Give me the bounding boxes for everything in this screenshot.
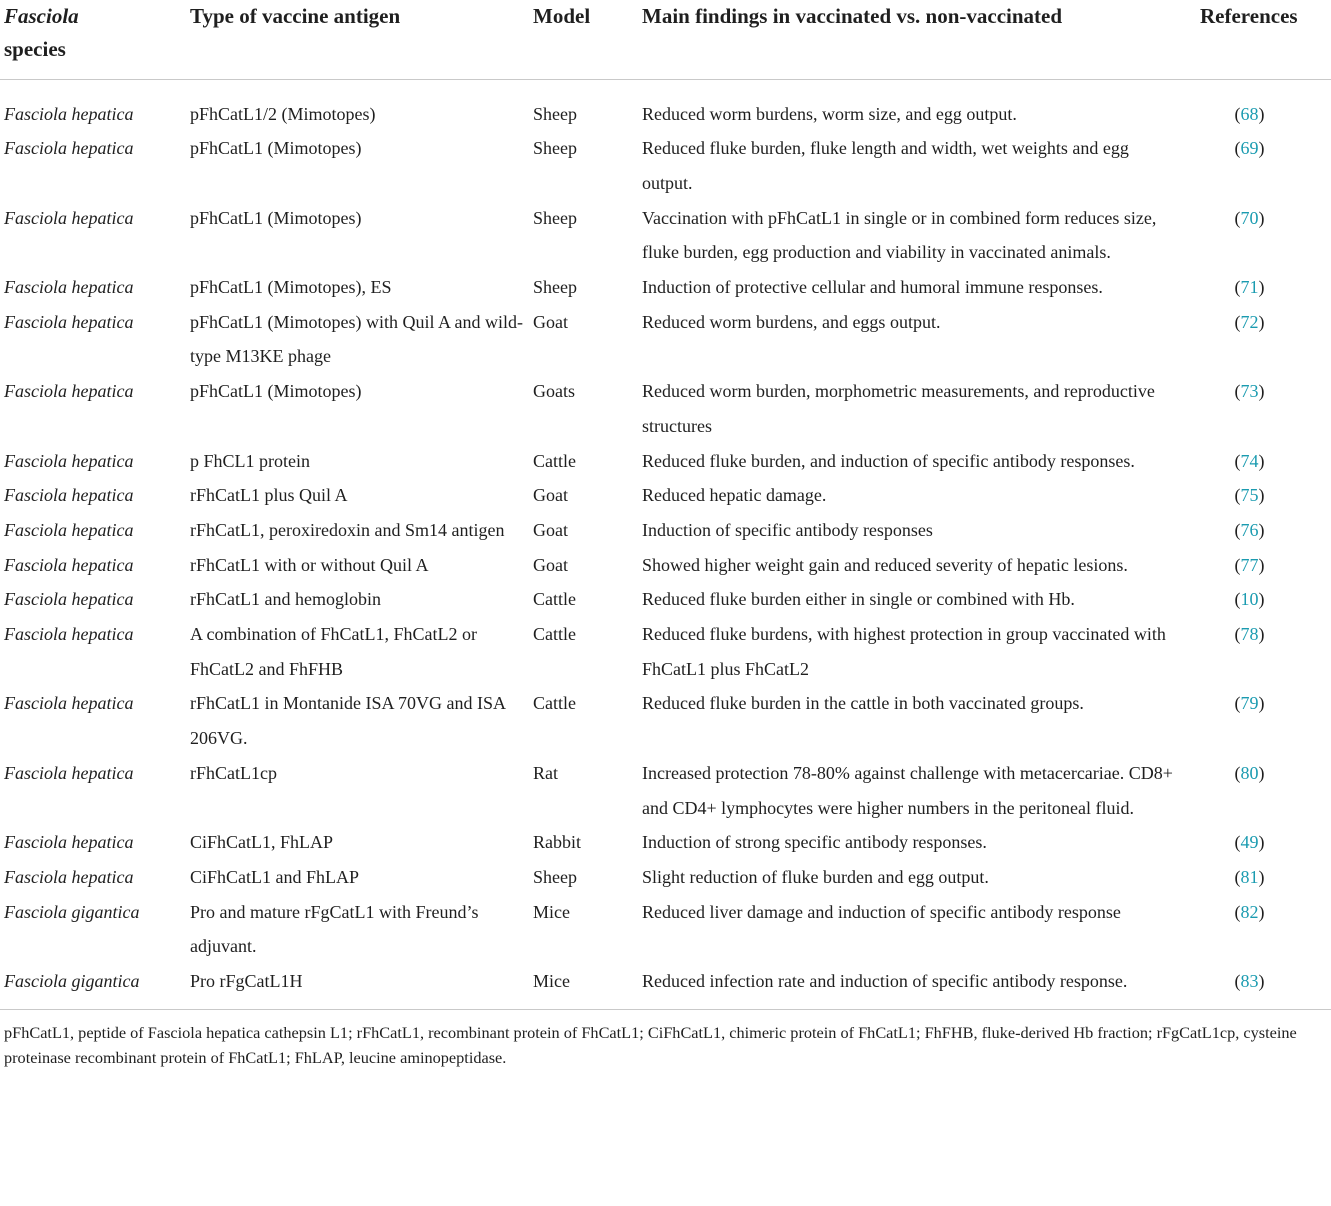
table-row [0, 756, 1331, 825]
model-cell: Mice [533, 901, 570, 922]
model-cell: Sheep [533, 866, 577, 887]
reference-link[interactable]: 69 [1240, 138, 1259, 159]
table-row [0, 617, 1331, 686]
model-cell: Sheep [533, 103, 577, 124]
species-cell: Fasciola hepatica [4, 381, 134, 402]
reference-cell [1178, 756, 1331, 825]
species-cell: Fasciola hepatica [4, 450, 134, 471]
species-cell: Fasciola hepatica [4, 138, 134, 159]
model-cell: Goat [533, 485, 568, 506]
reference-close-paren: ) [1258, 207, 1265, 228]
species-cell: Fasciola hepatica [4, 832, 134, 853]
species-cell: Fasciola hepatica [4, 485, 134, 506]
model-cell: Cattle [533, 624, 576, 645]
findings-cell: Reduced worm burdens, and eggs output. [642, 311, 941, 332]
header-species [0, 0, 186, 79]
reference-close-paren: ) [1258, 971, 1265, 992]
reference-cell [1178, 374, 1331, 443]
findings-cell: Reduced fluke burden, and induction of specific antibody responses. [642, 450, 1135, 471]
reference-close-paren: ) [1258, 277, 1265, 298]
model-cell: Sheep [533, 277, 577, 298]
species-cell: Fasciola hepatica [4, 762, 134, 783]
model-cell: Cattle [533, 450, 576, 471]
antigen-cell: rFhCatL1 with or without Quil A [190, 554, 429, 575]
reference-link[interactable]: 73 [1240, 381, 1259, 402]
findings-cell: Reduced liver damage and induction of specific antibody response [642, 901, 1121, 922]
species-cell: Fasciola hepatica [4, 103, 134, 124]
reference-cell [1178, 825, 1331, 860]
reference-link[interactable]: 70 [1240, 207, 1259, 228]
reference-cell [1178, 513, 1331, 548]
reference-close-paren: ) [1258, 519, 1265, 540]
table-row [0, 374, 1331, 443]
model-cell: Cattle [533, 693, 576, 714]
findings-cell: Reduced fluke burden in the cattle in both vaccinated groups. [642, 693, 1084, 714]
species-cell: Fasciola hepatica [4, 311, 134, 332]
table-row [0, 305, 1331, 374]
findings-cell: Reduced infection rate and induction of specific antibody response. [642, 971, 1128, 992]
antigen-cell: pFhCatL1/2 (Mimotopes) [190, 103, 376, 124]
species-cell: Fasciola hepatica [4, 519, 134, 540]
reference-link[interactable]: 78 [1240, 624, 1259, 645]
antigen-cell: A combination of FhCatL1, FhCatL2 or FhCatL2 and FhFHB [190, 624, 477, 679]
antigen-cell: rFhCatL1 in Montanide ISA 70VG and ISA 206VG. [190, 693, 505, 749]
reference-open-paren: ( [1234, 554, 1241, 575]
species-cell: Fasciola hepatica [4, 554, 134, 575]
table-row [0, 131, 1331, 200]
findings-cell: Induction of protective cellular and humoral immune responses. [642, 277, 1103, 298]
reference-link[interactable]: 10 [1240, 589, 1259, 610]
reference-cell [1178, 478, 1331, 513]
antigen-cell: rFhCatL1cp [190, 762, 277, 783]
reference-link[interactable]: 71 [1240, 277, 1259, 298]
reference-link[interactable]: 68 [1240, 103, 1259, 124]
species-cell: Fasciola hepatica [4, 866, 134, 887]
reference-close-paren: ) [1258, 901, 1265, 922]
reference-cell [1178, 79, 1331, 131]
reference-cell [1178, 860, 1331, 895]
table-row [0, 825, 1331, 860]
model-cell: Cattle [533, 589, 576, 610]
reference-close-paren: ) [1258, 311, 1265, 332]
reference-close-paren: ) [1258, 589, 1265, 610]
reference-cell [1178, 444, 1331, 479]
header-findings: Main findings in vaccinated vs. non-vaccinated [638, 0, 1178, 79]
findings-cell: Reduced worm burdens, worm size, and egg output. [642, 103, 1017, 124]
reference-open-paren: ( [1234, 381, 1241, 402]
antigen-cell: pFhCatL1 (Mimotopes) [190, 138, 362, 159]
findings-cell: Induction of strong specific antibody responses. [642, 832, 987, 853]
species-cell: Fasciola hepatica [4, 589, 134, 610]
antigen-cell: p FhCL1 protein [190, 450, 310, 471]
reference-open-paren: ( [1234, 624, 1241, 645]
reference-link[interactable]: 83 [1240, 971, 1259, 992]
reference-link[interactable]: 49 [1240, 832, 1259, 853]
header-antigen: Type of vaccine antigen [186, 0, 529, 79]
reference-close-paren: ) [1258, 103, 1265, 124]
antigen-cell: rFhCatL1 plus Quil A [190, 485, 348, 506]
header-row [0, 0, 1331, 79]
findings-cell: Reduced hepatic damage. [642, 485, 827, 506]
antigen-cell: rFhCatL1, peroxiredoxin and Sm14 antigen [190, 519, 505, 540]
antigen-cell: pFhCatL1 (Mimotopes) with Quil A and wild-type M13KE phage [190, 311, 523, 367]
reference-open-paren: ( [1234, 832, 1241, 853]
table-row [0, 964, 1331, 1009]
reference-link[interactable]: 72 [1240, 311, 1259, 332]
reference-link[interactable]: 80 [1240, 762, 1259, 783]
reference-cell [1178, 131, 1331, 200]
reference-close-paren: ) [1258, 554, 1265, 575]
model-cell: Sheep [533, 207, 577, 228]
reference-open-paren: ( [1234, 519, 1241, 540]
table-row [0, 513, 1331, 548]
reference-open-paren: ( [1234, 103, 1241, 124]
reference-cell [1178, 582, 1331, 617]
reference-open-paren: ( [1234, 311, 1241, 332]
reference-close-paren: ) [1258, 693, 1265, 714]
species-cell: Fasciola hepatica [4, 207, 134, 228]
species-cell: Fasciola hepatica [4, 277, 134, 298]
species-cell: Fasciola hepatica [4, 624, 134, 645]
antigen-cell: pFhCatL1 (Mimotopes), ES [190, 277, 392, 298]
reference-open-paren: ( [1234, 589, 1241, 610]
reference-open-paren: ( [1234, 866, 1241, 887]
header-references: References [1178, 0, 1331, 79]
model-cell: Goat [533, 554, 568, 575]
reference-open-paren: ( [1234, 207, 1241, 228]
table-body [0, 79, 1331, 1009]
reference-link[interactable]: 79 [1240, 693, 1259, 714]
table-footnote: pFhCatL1, peptide of Fasciola hepatica cathepsin L1; rFhCatL1, recombinant protein of FhCatL1; CiFhCatL1, chimeric protein of FhCatL1; FhFHB, fluke-derived Hb fraction; rFgCatL1cp, cysteine proteinase recombinant protein of FhCatL1; FhLAP, leucine aminopeptidase. [0, 1009, 1331, 1070]
antigen-cell: pFhCatL1 (Mimotopes) [190, 381, 362, 402]
reference-open-paren: ( [1234, 971, 1241, 992]
reference-close-paren: ) [1258, 138, 1265, 159]
findings-cell: Showed higher weight gain and reduced severity of hepatic lesions. [642, 554, 1128, 575]
reference-open-paren: ( [1234, 693, 1241, 714]
reference-close-paren: ) [1258, 485, 1265, 506]
antigen-cell: pFhCatL1 (Mimotopes) [190, 207, 362, 228]
findings-cell: Reduced fluke burden either in single or combined with Hb. [642, 589, 1075, 610]
table-row [0, 270, 1331, 305]
antigen-cell: rFhCatL1 and hemoglobin [190, 589, 381, 610]
model-cell: Goats [533, 381, 575, 402]
reference-open-paren: ( [1234, 762, 1241, 783]
model-cell: Sheep [533, 138, 577, 159]
reference-cell [1178, 964, 1331, 1009]
reference-link[interactable]: 75 [1240, 485, 1259, 506]
findings-cell: Reduced worm burden, morphometric measurements, and reproductive structures [642, 381, 1155, 436]
findings-cell: Increased protection 78-80% against challenge with metacercariae. CD8+ and CD4+ lymphocytes were higher numbers in the peritoneal fluid. [642, 762, 1173, 818]
reference-cell [1178, 270, 1331, 305]
table-row [0, 686, 1331, 755]
model-cell: Goat [533, 519, 568, 540]
reference-cell [1178, 305, 1331, 374]
reference-link[interactable]: 76 [1240, 519, 1259, 540]
reference-close-paren: ) [1258, 450, 1265, 471]
reference-open-paren: ( [1234, 485, 1241, 506]
species-cell: Fasciola gigantica [4, 971, 140, 992]
model-cell: Mice [533, 971, 570, 992]
reference-cell [1178, 617, 1331, 686]
reference-cell [1178, 201, 1331, 270]
antigen-cell: Pro rFgCatL1H [190, 971, 303, 992]
table-row [0, 860, 1331, 895]
table-row [0, 444, 1331, 479]
model-cell: Rat [533, 762, 558, 783]
species-cell: Fasciola hepatica [4, 693, 134, 714]
table-row [0, 895, 1331, 964]
reference-close-paren: ) [1258, 381, 1265, 402]
reference-cell [1178, 895, 1331, 964]
reference-link[interactable]: 77 [1240, 554, 1259, 575]
table-header [0, 0, 1331, 79]
findings-cell: Vaccination with pFhCatL1 in single or in combined form reduces size, fluke burden, egg production and viability in vaccinated animals. [642, 207, 1157, 263]
table-row [0, 478, 1331, 513]
findings-cell: Reduced fluke burden, fluke length and width, wet weights and egg output. [642, 138, 1129, 193]
findings-cell: Induction of specific antibody responses [642, 519, 933, 540]
reference-cell [1178, 686, 1331, 755]
reference-open-paren: ( [1234, 138, 1241, 159]
reference-cell [1178, 548, 1331, 583]
header-species-word: species [4, 37, 66, 61]
table-row [0, 582, 1331, 617]
table-row [0, 79, 1331, 131]
antigen-cell: CiFhCatL1, FhLAP [190, 832, 334, 853]
reference-link[interactable]: 82 [1240, 901, 1259, 922]
findings-cell: Slight reduction of fluke burden and egg output. [642, 866, 989, 887]
species-cell: Fasciola gigantica [4, 901, 140, 922]
reference-open-paren: ( [1234, 901, 1241, 922]
antigen-cell: Pro and mature rFgCatL1 with Freund’s adjuvant. [190, 901, 479, 957]
reference-open-paren: ( [1234, 450, 1241, 471]
table-row [0, 201, 1331, 270]
reference-link[interactable]: 81 [1240, 866, 1259, 887]
reference-close-paren: ) [1258, 866, 1265, 887]
reference-link[interactable]: 74 [1240, 450, 1259, 471]
reference-close-paren: ) [1258, 624, 1265, 645]
header-species-genus: Fasciola [4, 4, 79, 28]
reference-close-paren: ) [1258, 832, 1265, 853]
reference-open-paren: ( [1234, 277, 1241, 298]
reference-close-paren: ) [1258, 762, 1265, 783]
model-cell: Rabbit [533, 832, 581, 853]
antigen-cell: CiFhCatL1 and FhLAP [190, 866, 360, 887]
findings-cell: Reduced fluke burdens, with highest protection in group vaccinated with FhCatL1 plus FhCatL2 [642, 624, 1166, 679]
table-row [0, 548, 1331, 583]
header-model: Model [529, 0, 638, 79]
model-cell: Goat [533, 311, 568, 332]
